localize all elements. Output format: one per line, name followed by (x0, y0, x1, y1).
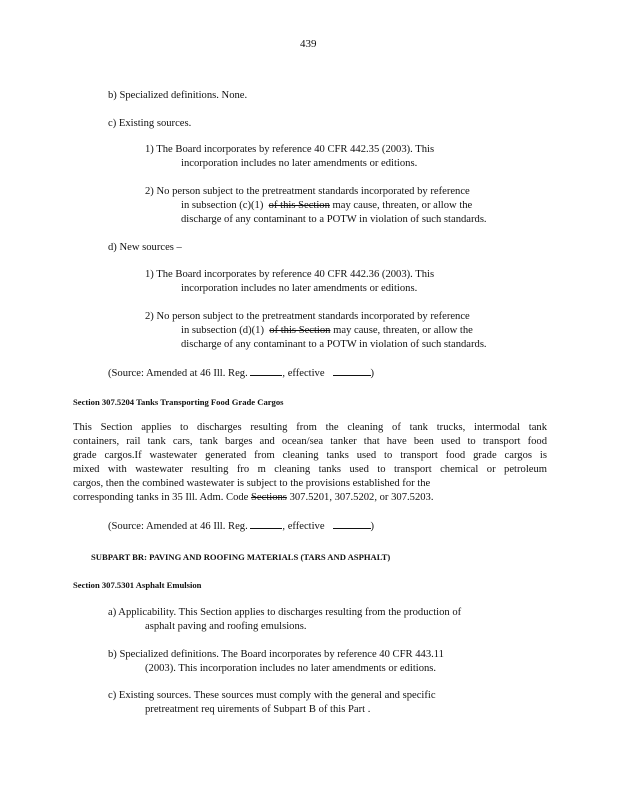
subpart-br-heading: SUBPART BR: PAVING AND ROOFING MATERIALS (TARS AND ASPHALT) (91, 552, 391, 562)
source-note-1-effective: , effective (282, 368, 325, 379)
d2-prohibition-line-2 (181, 324, 473, 337)
section-5204-body-line-6 (73, 491, 433, 504)
section-5204-code-ref: corresponding tanks in 35 Ill. Adm. Code (73, 492, 249, 503)
section-5301-heading: Section 307.5301 Asphalt Emulsion (73, 580, 202, 590)
section-5204-body-line-1: This Section applies to discharges resulting from the cleaning of tank trucks, intermodal tank (73, 422, 547, 433)
source-note-1-text: (Source: Amended at 46 Ill. Reg. (108, 368, 248, 379)
c2-prohibition-line-3: discharge of any contaminant to a POTW in violation of such standards. (181, 214, 487, 225)
a-applicability-line-1: a) Applicability. This Section applies to discharges resulting from the production of (108, 607, 462, 618)
d2-struck-text: of this Section (269, 325, 331, 336)
c2-line2-rest: may cause, threaten, or allow the (329, 200, 473, 211)
c1-incorporation-line-1: 1) The Board incorporates by reference 40 CFR 442.35 (2003). This (145, 144, 435, 155)
source-note-2-effective: , effective (282, 521, 325, 532)
page-number: 439 (300, 38, 317, 50)
item-c-existing-sources: c) Existing sources. (108, 118, 192, 129)
source-note-2-close: ) (370, 521, 375, 532)
d2-line2-rest: may cause, threaten, or allow the (330, 325, 473, 336)
d2-subsection-ref: in subsection (d)(1) (181, 325, 264, 336)
c2-prohibition-line-1: 2) No person subject to the pretreatment standards incorporated by reference (145, 186, 470, 197)
c-existing-sources-line-1: c) Existing sources. These sources must comply with the general and specific (108, 690, 436, 701)
c1-incorporation-line-2: incorporation includes no later amendments or editions. (181, 158, 418, 169)
d1-incorporation-line-2: incorporation includes no later amendments or editions. (181, 283, 418, 294)
c2-prohibition-line-2 (181, 199, 472, 212)
section-5204-struck-word: Sections (251, 492, 287, 503)
section-5204-body-line-3: grade cargos.If wastewater generated from cleaning tanks used to transport food grade cargos is (73, 450, 547, 461)
item-b-specialized-definitions: b) Specialized definitions. None. (108, 90, 248, 101)
source-note-2-reg-blank (250, 519, 282, 529)
section-5204-heading: Section 307.5204 Tanks Transporting Food Grade Cargos (73, 397, 284, 407)
d2-prohibition-line-3: discharge of any contaminant to a POTW in violation of such standards. (181, 339, 487, 350)
c2-struck-text: of this Section (268, 200, 330, 211)
source-note-1-date-blank (333, 366, 371, 376)
source-note-1 (108, 366, 374, 380)
b-specialized-definitions-line-1: b) Specialized definitions. The Board incorporates by reference 40 CFR 443.11 (108, 649, 444, 660)
d1-incorporation-line-1: 1) The Board incorporates by reference 40 CFR 442.36 (2003). This (145, 269, 435, 280)
item-d-new-sources: d) New sources – (108, 242, 182, 253)
section-5204-section-list: 307.5201, 307.5202, or 307.5203. (286, 492, 434, 503)
source-note-2 (108, 519, 374, 533)
section-5204-body-line-4: mixed with wastewater resulting fro m cleaning tanks used to transport chemical or petroleum (73, 464, 547, 475)
b-specialized-definitions-line-2: (2003). This incorporation includes no later amendments or editions. (145, 663, 437, 674)
source-note-1-close: ) (370, 368, 375, 379)
c2-subsection-ref: in subsection (c)(1) (181, 200, 264, 211)
source-note-2-text: (Source: Amended at 46 Ill. Reg. (108, 521, 248, 532)
section-5204-body-line-2: containers, rail tank cars, tank barges and ocean/sea tanker that have been used to transport food (73, 436, 547, 447)
a-applicability-line-2: asphalt paving and roofing emulsions. (145, 621, 307, 632)
source-note-2-date-blank (333, 519, 371, 529)
c-existing-sources-line-2: pretreatment req uirements of Subpart B of this Part . (145, 704, 371, 715)
section-5204-body-line-5: cargos, then the combined wastewater is subject to the provisions established for the (73, 478, 431, 489)
source-note-1-reg-blank (250, 366, 282, 376)
d2-prohibition-line-1: 2) No person subject to the pretreatment standards incorporated by reference (145, 311, 470, 322)
